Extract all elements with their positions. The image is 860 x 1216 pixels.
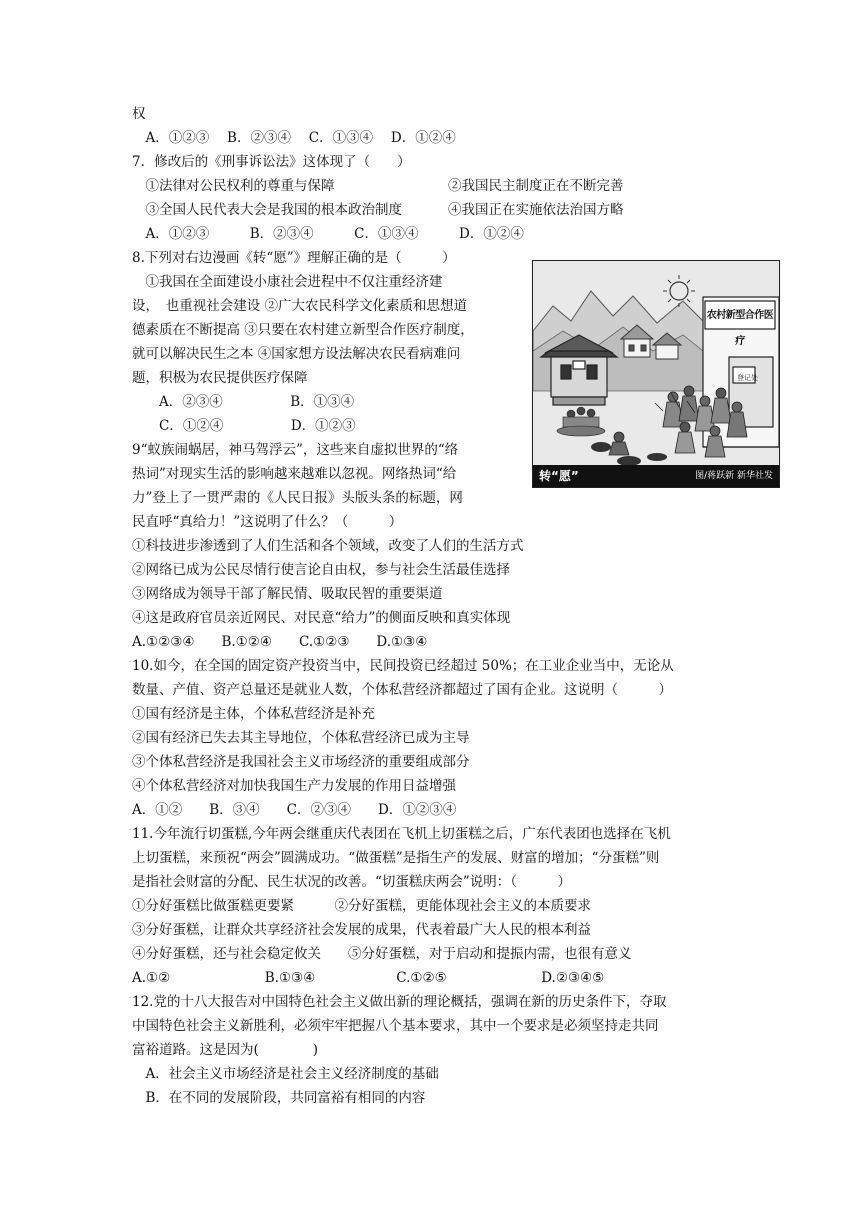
answer-options: A.①② B.①③④ C.①②⑤ D.②③④⑤ (132, 970, 605, 986)
cartoon-credit: 图/蒋跃新 新华社发 (695, 471, 773, 481)
option-line: ③分好蛋糕，让群众共享经济社会发展的成果，代表着最广大人民的根本利益 (132, 922, 591, 938)
option-line: ①科技进步渗透到了人们生活和各个领域，改变了人们的生活方式 (132, 538, 524, 554)
text-line: 富裕道路。这是因为( ) (132, 1042, 319, 1058)
text-line: 热词”对现实生活的影响越来越难以忽视。网络热词“给 (132, 466, 457, 482)
question-8: 8.下列对右边漫画《转“愿”》理解正确的是（ ） (132, 250, 456, 266)
option-line: ②我国民主制度正在不断完善 (448, 178, 624, 194)
option-line: ④这是政府官员亲近网民、对民意“给力”的侧面反映和真实体现 (132, 610, 511, 626)
option-line: ④我国正在实施依法治国方略 (448, 202, 624, 218)
option-line: ②网络已成为公民尽情行使言论自由权，参与社会生活最佳选择 (132, 562, 510, 578)
cartoon-illustration (532, 260, 780, 488)
option-line: A．社会主义市场经济是社会主义经济制度的基础 (132, 1066, 439, 1082)
text-line: 题，积极为农民提供医疗保障 (132, 370, 308, 386)
text-line: 力”登上了一贯严肃的《人民日报》头版头条的标题，网 (132, 490, 463, 506)
option-line: ①法律对公民权利的尊重与保障 (132, 178, 335, 194)
text-line: 是指社会财富的分配、民生状况的改善。“切蛋糕庆两会”说明：（ ） (132, 874, 572, 890)
question-7: 7．修改后的《刑事诉讼法》这体现了（ ） (132, 154, 411, 170)
hospital-sign: 农村新型合作医疗 (706, 310, 774, 347)
text-line: 上切蛋糕，来预祝“两会”圆满成功。“做蛋糕”是指生产的发展、财富的增加；“分蛋糕”则 (132, 850, 660, 866)
question-10: 10.如今，在全国的固定资产投资当中，民间投资已经超过 50%；在工业企业当中，无论从 (132, 658, 674, 674)
text-line: 中国特色社会主义新胜利，必须牢牢把握八个基本要求，其中一个要求是必须坚持走共同 (132, 1018, 659, 1034)
text-line: ①我国在全面建设小康社会进程中不仅注重经济建 (132, 274, 443, 290)
question-9: 9“蚁族闹蜗居，神马驾浮云”，这些来自虚拟世界的“络 (132, 442, 459, 458)
answer-options: A．①②③ B．②③④ C．①③④ D．①②④ (132, 226, 524, 242)
cartoon-caption-bar (533, 465, 779, 487)
cartoon-title: 转“愿” (539, 469, 579, 483)
text-line: 设， 也重视社会建设 ②广大农民科学文化素质和思想道 (132, 298, 468, 314)
option-line: ③个体私营经济是我国社会主义市场经济的重要组成部分 (132, 754, 470, 770)
option-line: ①国有经济是主体，个体私营经济是补充 (132, 706, 375, 722)
answer-options: A．①②③ B．②③④ C．①③④ D．①②④ (132, 130, 456, 146)
text-line: 权 (132, 106, 146, 122)
question-11: 11.今年流行切蛋糕,今年两会继重庆代表团在飞机上切蛋糕之后，广东代表团也选择在飞机 (132, 826, 671, 842)
option-line: ④分好蛋糕，还与社会稳定攸关 ⑤分好蛋糕，对于启动和提振内需，也很有意义 (132, 946, 632, 962)
text-line: 数量、产值、资产总量还是就业人数，个体私营经济都超过了国有企业。这说明（ ） (132, 682, 672, 698)
answer-options: A．①② B．③④ C．②③④ D．①②③④ (132, 802, 457, 818)
text-line: 民直呼“真给力！”这说明了什么？（ ） (132, 514, 403, 530)
option-line: B．在不同的发展阶段，共同富裕有相同的内容 (132, 1090, 426, 1106)
answer-options: A.①②③④ B.①②④ C.①②③ D.①③④ (132, 634, 428, 650)
option-line: ③全国人民代表大会是我国的根本政治制度 (132, 202, 402, 218)
text-line: 德素质在不断提高 ③只要在农村建立新型合作医疗制度， (132, 322, 474, 338)
question-12: 12.党的十八大报告对中国特色社会主义做出新的理论概括，强调在新的历史条件下，夺取 (132, 994, 667, 1010)
answer-options: C．①②④ D．①②③ (132, 418, 356, 434)
option-line: ②国有经济已失去其主导地位，个体私营经济已成为主导 (132, 730, 470, 746)
option-line: ④个体私营经济对加快我国生产力发展的作用日益增强 (132, 778, 456, 794)
registration-sign: 登记处 (737, 374, 758, 382)
option-line: ③网络成为领导干部了解民情、吸取民智的重要渠道 (132, 586, 443, 602)
option-line: ①分好蛋糕比做蛋糕更要紧 ②分好蛋糕，更能体现社会主义的本质要求 (132, 898, 591, 914)
answer-options: A．②③④ B．①③④ (132, 394, 355, 410)
text-line: 就可以解决民生之本 ④国家想方设法解决农民看病难问 (132, 346, 461, 362)
